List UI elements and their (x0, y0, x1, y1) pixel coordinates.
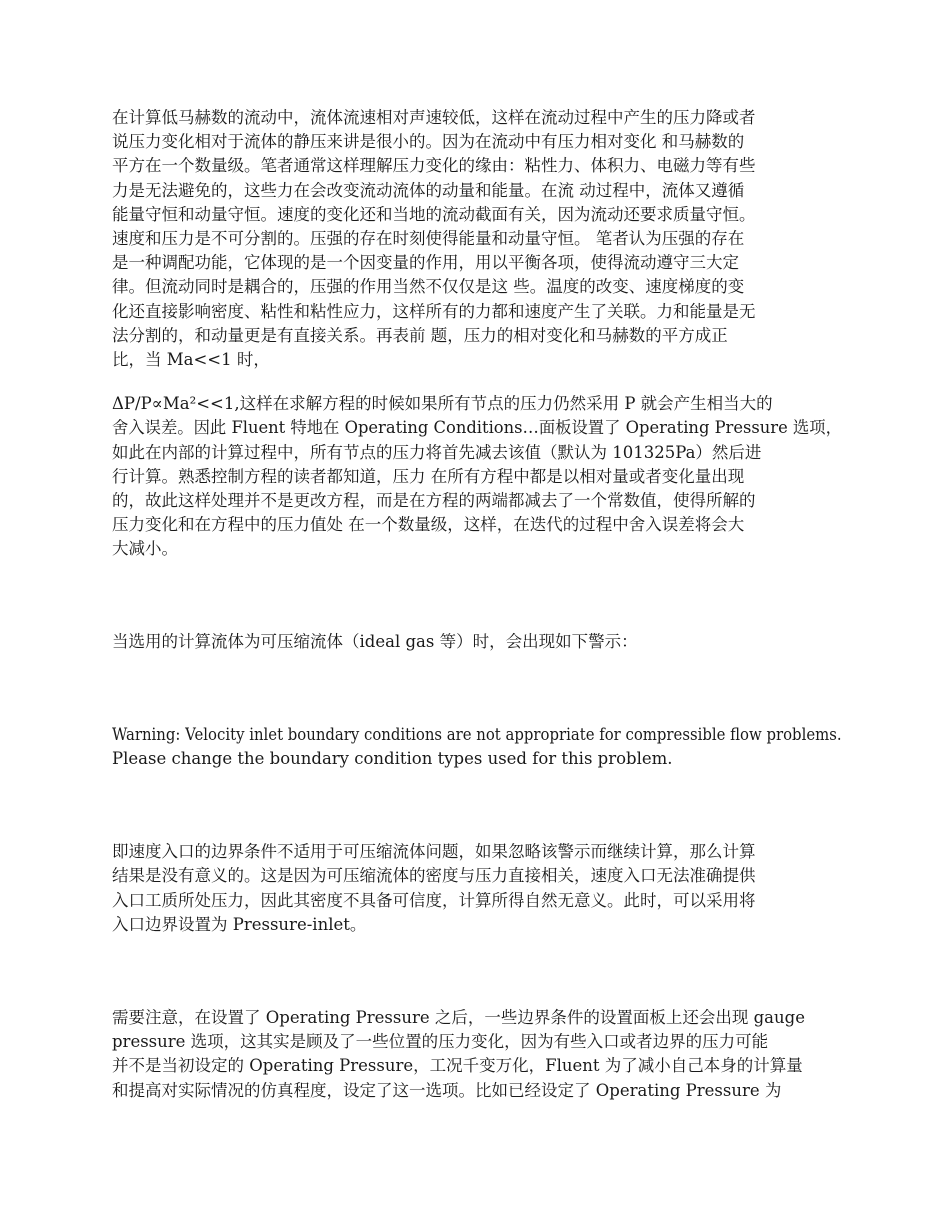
text-line: 能量守恒和动量守恒。速度的变化还和当地的流动截面有关，因为流动还要求质量守恒。 (112, 204, 756, 224)
paragraph-compressible-intro (112, 630, 842, 654)
paragraph-warning-message (112, 723, 842, 771)
text-line: ΔP/P∝Ma²<<1,这样在求解方程的时候如果所有节点的压力仍然采用 P 就会产生相当大的 (112, 394, 773, 414)
text-line: 比，当 Ma<<1 时， (112, 350, 270, 370)
text-line: 即速度入口的边界条件不适用于可压缩流体问题，如果忽略该警示而继续计算，那么计算 (112, 842, 756, 862)
paragraph-operating-pressure (112, 392, 842, 561)
text-line: 在计算低马赫数的流动中，流体流速相对声速较低，这样在流动过程中产生的压力降或者 (112, 108, 756, 127)
text-line: pressure 选项，这其实是顾及了一些位置的压力变化，因为有些入口或者边界的压力可能 (112, 1032, 769, 1052)
text-line: 入口工质所处压力，因此其密度不具备可信度，计算所得自然无意义。此时，可以采用将 (112, 890, 756, 910)
text-line: 并不是当初设定的 Operating Pressure，工况千变万化，Fluent 为了减小自己本身的计算量 (112, 1056, 803, 1076)
text-line: Please change the boundary condition types used for this problem. (112, 749, 673, 769)
document-page (112, 106, 842, 1103)
text-line: 和提高对实际情况的仿真程度，设定了这一选项。比如已经设定了 Operating Pressure 为 (112, 1080, 782, 1100)
text-line: 平方在一个数量级。笔者通常这样理解压力变化的缘由：粘性力、体积力、电磁力等有些 (112, 156, 756, 176)
text-line: Warning: Velocity inlet boundary conditions are not appropriate for compressible flow problems. (112, 724, 842, 744)
text-line: 法分割的，和动量更是有直接关系。再表前 题，压力的相对变化和马赫数的平方成正 (112, 325, 728, 345)
text-line: 速度和压力是不可分割的。压强的存在时刻使得能量和动量守恒。 笔者认为压强的存在 (112, 229, 745, 249)
text-line: 压力变化和在方程中的压力值处 在一个数量级，这样，在迭代的过程中舍入误差将会大 (112, 515, 745, 535)
text-line: 说压力变化相对于流体的静压来讲是很小的。因为在流动中有压力相对变化 和马赫数的 (112, 132, 745, 152)
text-line: 结果是没有意义的。这是因为可压缩流体的密度与压力直接相关，速度入口无法准确提供 (112, 866, 756, 886)
text-line: 是一种调配功能，它体现的是一个因变量的作用，用以平衡各项，使得流动遵守三大定 (112, 253, 739, 273)
paragraph-low-mach-pressure (112, 106, 842, 372)
text-line: 化还直接影响密度、粘性和粘性应力，这样所有的力都和速度产生了关联。力和能量是无 (112, 301, 756, 321)
text-line: 舍入误差。因此 Fluent 特地在 Operating Conditions…面板设置了 Operating Pressure 选项， (112, 418, 842, 438)
text-line: 的，故此这样处理并不是更改方程，而是在方程的两端都减去了一个常数值，使得所解的 (112, 491, 756, 511)
text-line: 力是无法避免的，这些力在会改变流动流体的动量和能量。在流 动过程中，流体又遵循 (112, 180, 745, 200)
text-line: 如此在内部的计算过程中，所有节点的压力将首先减去该值（默认为 101325Pa）然后进 (112, 442, 762, 462)
text-line: 行计算。熟悉控制方程的读者都知道，压力 在所有方程中都是以相对量或者变化量出现 (112, 466, 745, 486)
text-line: 入口边界设置为 Pressure-inlet。 (112, 914, 367, 934)
paragraph-velocity-inlet-explanation (112, 840, 842, 937)
paragraph-gauge-pressure-note (112, 1006, 842, 1103)
text-line: 当选用的计算流体为可压缩流体（ideal gas 等）时，会出现如下警示： (112, 631, 638, 651)
text-line: 大减小。 (112, 539, 178, 559)
text-line: 需要注意，在设置了 Operating Pressure 之后，一些边界条件的设置面板上还会出现 gauge (112, 1008, 805, 1028)
text-line: 律。但流动同时是耦合的，压强的作用当然不仅仅是这 些。温度的改变、速度梯度的变 (112, 277, 745, 297)
